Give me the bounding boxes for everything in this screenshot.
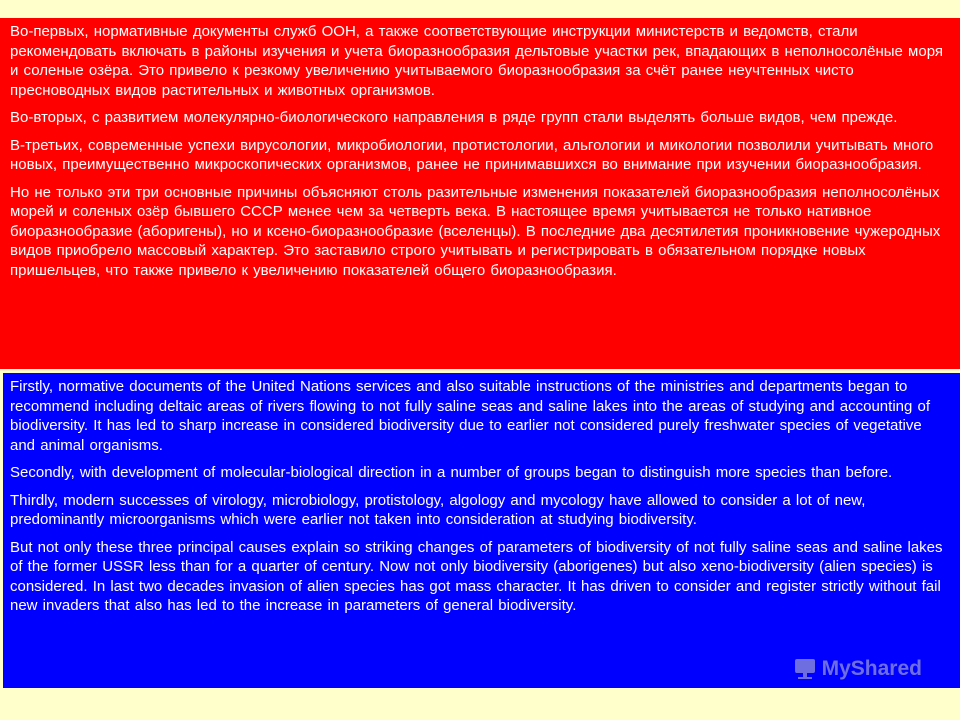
english-paragraph-3: Thirdly, modern successes of virology, microbiology, protistology, algology and mycology have allowed to consider a lot of new, predominantly microorganisms which were earlier not taken into consideration at studying biodiversity. <box>10 491 866 528</box>
projector-screen-icon <box>792 656 818 682</box>
english-paragraph-2: Secondly, with development of molecular-biological direction in a number of groups began to distinguish more species than before. <box>10 464 893 481</box>
russian-paragraph-4: Но не только эти три основные причины объясняют столь разительные изменения показателей биоразнообразия неполносолёных морей и соленых озёр бывшего СССР менее чем за четверть века. В настоящее время учитывается не только нативное биоразнообразие (аборигены), но и ксено-биоразнообразие (вселенцы). В последние два десятилетия проникновение чужеродных видов приобрело массовый характер. Это заставило строго учитывать и регистрировать в обязательном порядке новых пришельцев, что также привело к увеличению показателей общего биоразнообразия. <box>10 183 941 279</box>
russian-text-panel <box>0 18 960 369</box>
english-paragraph-1: Firstly, normative documents of the United Nations services and also suitable instructions of the ministries and departments began to recommend including deltaic areas of rivers flowing to not fully saline seas and saline lakes into the areas of studying and accounting of biodiversity. It has led to sharp increase in considered biodiversity due to earlier not considered purely freshwater species of vegetative and animal organisms. <box>10 378 931 454</box>
english-text-panel <box>3 373 960 688</box>
watermark <box>792 656 922 682</box>
english-paragraph-4: But not only these three principal causes explain so striking changes of parameters of biodiversity of not fully saline seas and saline lakes of the former USSR less than for a quarter of century. Now not only biodiversity (aborigenes) but also xeno-biodiversity (alien species) is considered. In last two decades invasion of alien species has got mass character. It has driven to consider and register strictly without fail new invaders that also has led to the increase in parameters of general biodiversity. <box>10 538 943 614</box>
russian-paragraph-1: Во-первых, нормативные документы служб ООН, а также соответствующие инструкции министерств и ведомств, стали рекомендовать включать в районы изучения и учета биоразнообразия дельтовые участки рек, впадающих в неполносолёные моря и соленые озёра. Это привело к резкому увеличению учитываемого биоразнообразия за счёт ранее неучтенных чисто пресноводных видов растительных и животных организмов. <box>10 23 943 99</box>
russian-paragraph-2: Во-вторых, с развитием молекулярно-биологического направления в ряде групп стали выделять больше видов, чем прежде. <box>10 109 898 126</box>
watermark-text: MyShared <box>821 657 922 680</box>
russian-paragraph-3: В-третьих, современные успехи вирусологии, микробиологии, протистологии, альгологии и микологии позволили учитывать много новых, преимущественно микроскопических организмов, ранее не принимавшихся во внимание при изучении биоразнообразия. <box>10 136 934 173</box>
